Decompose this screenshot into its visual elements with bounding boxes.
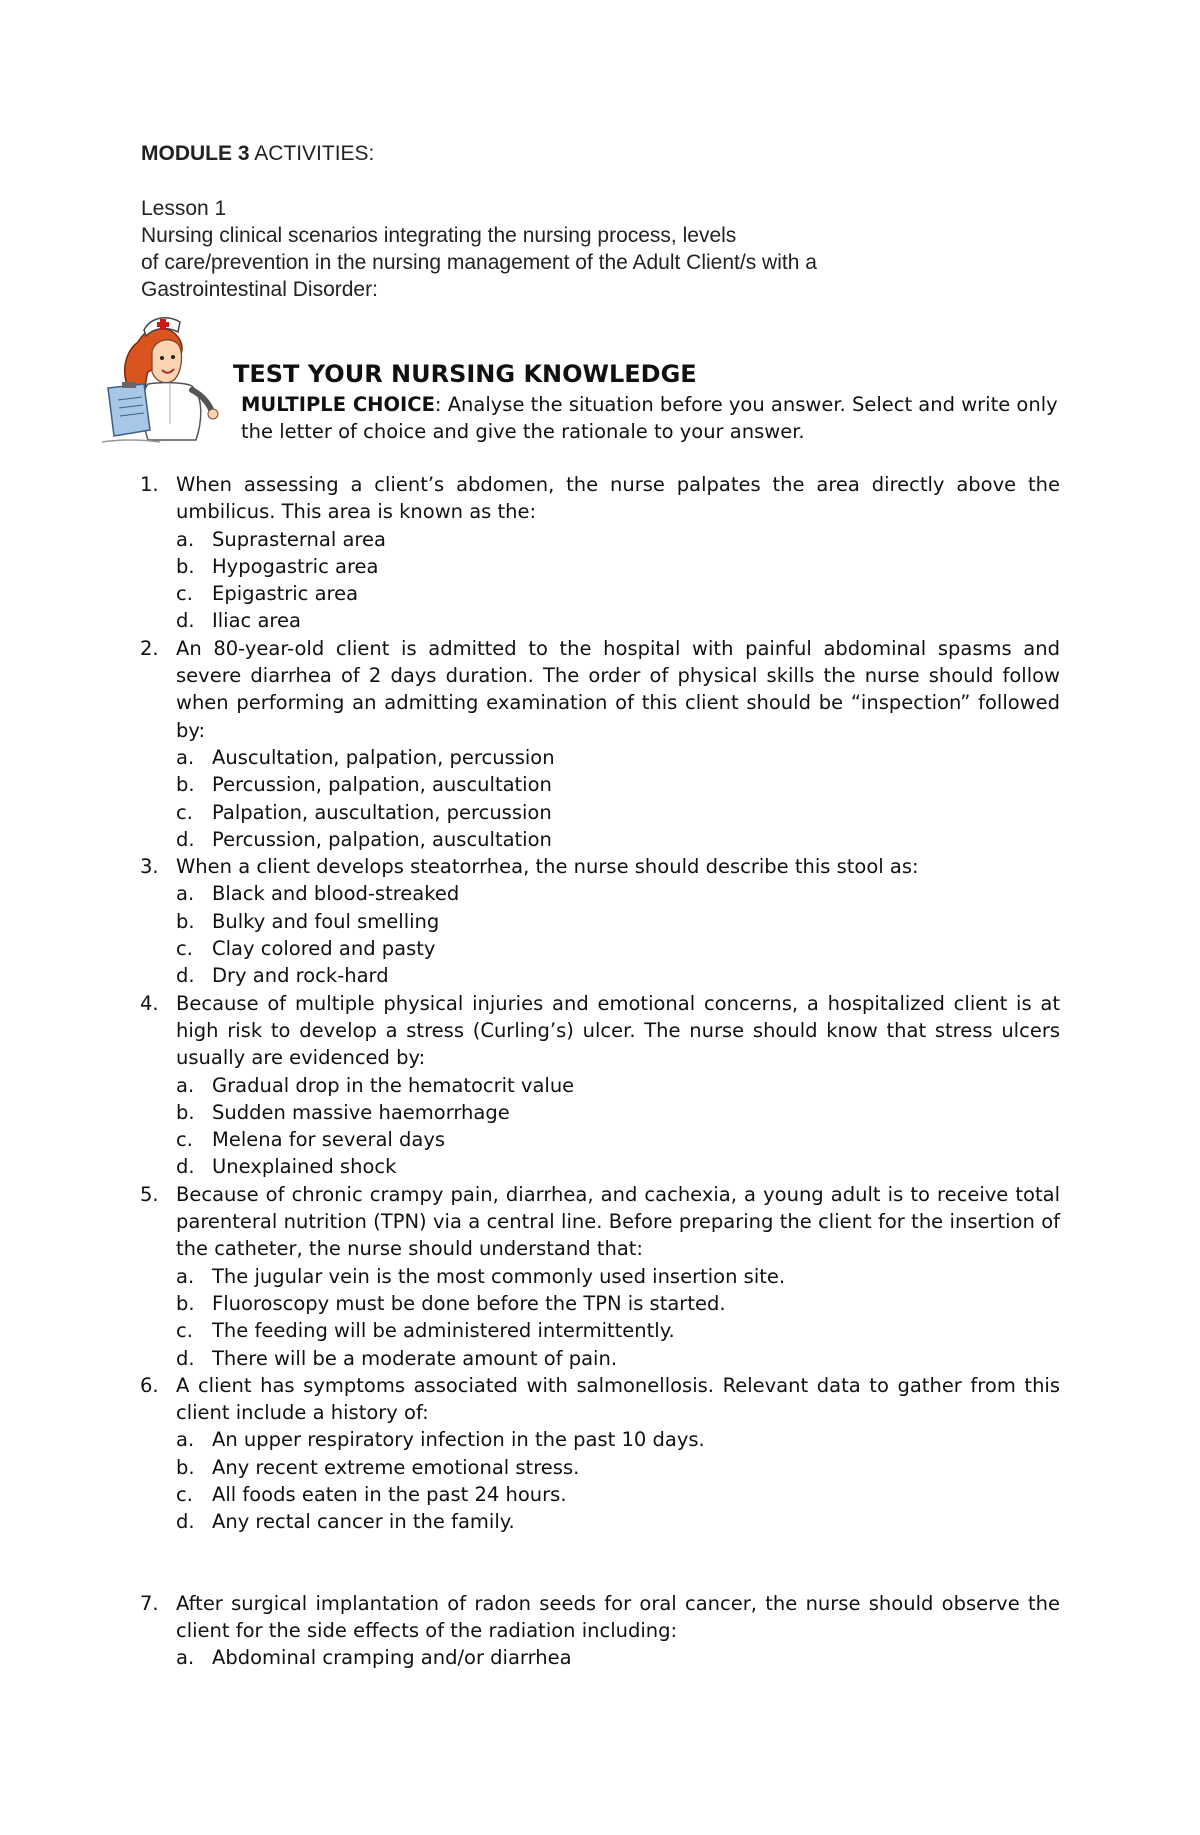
- lesson-label: Lesson 1: [141, 197, 227, 220]
- option-letter: d.: [176, 1510, 195, 1534]
- option-item: [176, 1426, 1060, 1453]
- option-item: [176, 580, 1060, 607]
- option-letter: b.: [176, 1291, 195, 1315]
- option-item: [176, 1508, 1060, 1535]
- option-letter: a.: [176, 1264, 195, 1288]
- option-item: [176, 1481, 1060, 1508]
- option-item: [176, 1290, 1060, 1317]
- option-text: The feeding will be administered intermittently.: [212, 1319, 675, 1343]
- option-letter: a.: [176, 1073, 195, 1097]
- question-number: 6.: [140, 1373, 159, 1397]
- question-item: [140, 1372, 1060, 1536]
- option-item: [176, 526, 1060, 553]
- question-text: An 80-year-old client is admitted to the hospital with painful abdominal spasms and severe diarrhea of 2 days duration. The order of physical skills the nurse should follow when performing an admitting examination of this client should be “inspection” followed by:: [176, 636, 1060, 742]
- option-letter: b.: [176, 1100, 195, 1124]
- lesson-description-line: Nursing clinical scenarios integrating the nursing process, levels: [141, 224, 737, 247]
- option-text: Iliac area: [212, 609, 301, 633]
- option-text: Melena for several days: [212, 1128, 446, 1152]
- question-item: [140, 471, 1060, 635]
- question-number: 2.: [140, 636, 159, 660]
- option-text: Black and blood-streaked: [212, 882, 460, 906]
- option-letter: d.: [176, 1155, 195, 1179]
- question-number: 7.: [140, 1591, 159, 1615]
- option-letter: b.: [176, 909, 195, 933]
- option-item: [176, 799, 1060, 826]
- instruction-text: : Analyse the situation before you answer. Select and write only the letter of choice and give the rationale to your answer.: [241, 393, 1058, 443]
- question-list: [140, 471, 1060, 1671]
- option-text: Any rectal cancer in the family.: [212, 1510, 515, 1534]
- option-text: Hypogastric area: [212, 554, 379, 578]
- module-activities: ACTIVITIES:: [249, 142, 375, 165]
- option-letter: a.: [176, 1428, 195, 1452]
- option-list: [176, 1072, 1060, 1181]
- question-item: [140, 853, 1060, 989]
- option-list: [176, 880, 1060, 989]
- option-list: [176, 1426, 1060, 1535]
- option-text: Gradual drop in the hematocrit value: [212, 1073, 575, 1097]
- option-item: [176, 771, 1060, 798]
- option-item: [176, 962, 1060, 989]
- option-text: Fluoroscopy must be done before the TPN is started.: [212, 1291, 726, 1315]
- option-letter: c.: [176, 582, 193, 606]
- option-item: [176, 880, 1060, 907]
- option-item: [176, 744, 1060, 771]
- option-item: [176, 1454, 1060, 1481]
- option-text: Bulky and foul smelling: [212, 909, 440, 933]
- option-item: [176, 935, 1060, 962]
- option-letter: b.: [176, 554, 195, 578]
- option-list: [176, 1263, 1060, 1372]
- option-text: Epigastric area: [212, 582, 359, 606]
- question-text: A client has symptoms associated with salmonellosis. Relevant data to gather from this client include a history of:: [176, 1373, 1060, 1425]
- question-number: 3.: [140, 855, 159, 879]
- question-text: Because of multiple physical injuries and emotional concerns, a hospitalized client is at high risk to develop a stress (Curling’s) ulcer. The nurse should know that stress ulcers usually are evidenced by:: [176, 991, 1060, 1070]
- option-letter: c.: [176, 1128, 193, 1152]
- module-header: [141, 140, 1041, 303]
- option-item: [176, 1345, 1060, 1372]
- option-text: Dry and rock-hard: [212, 964, 389, 988]
- option-letter: a.: [176, 745, 195, 769]
- option-item: [176, 1099, 1060, 1126]
- option-letter: d.: [176, 1346, 195, 1370]
- option-letter: b.: [176, 1455, 195, 1479]
- option-letter: d.: [176, 964, 195, 988]
- option-item: [176, 1126, 1060, 1153]
- option-text: Percussion, palpation, auscultation: [212, 827, 552, 851]
- option-item: [176, 1153, 1060, 1180]
- question-number: 1.: [140, 473, 159, 496]
- question-item: [140, 1181, 1060, 1372]
- lesson-description-line: of care/prevention in the nursing management of the Adult Client/s with a: [141, 251, 817, 274]
- question-text: After surgical implantation of radon seeds for oral cancer, the nurse should observe the client for the side effects of the radiation including:: [176, 1591, 1060, 1642]
- question-text: Because of chronic crampy pain, diarrhea, and cachexia, a young adult is to receive total parenteral nutrition (TPN) via a central line. Before preparing the client for the insertion of the catheter, the nurse should understand that:: [176, 1182, 1060, 1261]
- module-title: [141, 140, 1041, 167]
- test-title: TEST YOUR NURSING KNOWLEDGE: [233, 360, 697, 388]
- option-text: All foods eaten in the past 24 hours.: [212, 1482, 567, 1506]
- option-item: [176, 1072, 1060, 1099]
- option-letter: b.: [176, 773, 195, 797]
- question-item: [140, 635, 1060, 853]
- option-letter: c.: [176, 937, 193, 961]
- question-number: 5.: [140, 1182, 159, 1206]
- option-text: There will be a moderate amount of pain.: [212, 1346, 618, 1370]
- lesson-description-line: Gastrointestinal Disorder:: [141, 278, 378, 301]
- question-text: When assessing a client’s abdomen, the nurse palpates the area directly above the umbilicus. This area is known as the:: [176, 473, 1060, 524]
- option-text: Abdominal cramping and/or diarrhea: [212, 1646, 572, 1670]
- option-letter: a.: [176, 882, 195, 906]
- option-letter: d.: [176, 827, 195, 851]
- option-list: [176, 744, 1060, 853]
- option-text: Suprasternal area: [212, 527, 386, 551]
- module-number: MODULE 3: [141, 142, 250, 165]
- option-item: [176, 1644, 1060, 1671]
- option-item: [176, 908, 1060, 935]
- option-item: [176, 1263, 1060, 1290]
- option-text: Auscultation, palpation, percussion: [212, 745, 555, 769]
- multiple-choice-instruction: [241, 391, 1061, 445]
- option-item: [176, 1317, 1060, 1344]
- option-letter: a.: [176, 527, 195, 551]
- option-text: Any recent extreme emotional stress.: [212, 1455, 580, 1479]
- question-number: 4.: [140, 991, 159, 1015]
- multiple-choice-label: MULTIPLE CHOICE: [241, 393, 435, 416]
- question-text: When a client develops steatorrhea, the nurse should describe this stool as:: [176, 855, 919, 879]
- question-item: [140, 1590, 1060, 1672]
- option-list: [176, 526, 1060, 635]
- option-text: An upper respiratory infection in the past 10 days.: [212, 1428, 705, 1452]
- option-text: Percussion, palpation, auscultation: [212, 773, 552, 797]
- option-letter: a.: [176, 1646, 195, 1670]
- option-text: The jugular vein is the most commonly used insertion site.: [212, 1264, 786, 1288]
- option-item: [176, 826, 1060, 853]
- option-letter: d.: [176, 609, 195, 633]
- option-text: Clay colored and pasty: [212, 937, 436, 961]
- nurse-clipart-icon: [100, 312, 225, 447]
- option-text: Palpation, auscultation, percussion: [212, 800, 552, 824]
- option-item: [176, 607, 1060, 634]
- option-item: [176, 553, 1060, 580]
- option-letter: c.: [176, 1319, 193, 1343]
- option-list: [176, 1644, 1060, 1671]
- option-text: Sudden massive haemorrhage: [212, 1100, 510, 1124]
- option-letter: c.: [176, 1482, 193, 1506]
- option-text: Unexplained shock: [212, 1155, 397, 1179]
- option-letter: c.: [176, 800, 193, 824]
- question-item: [140, 990, 1060, 1181]
